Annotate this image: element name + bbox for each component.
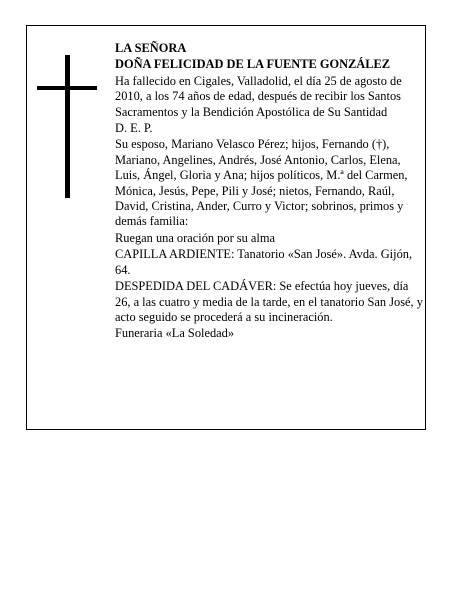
obituary-notice	[26, 25, 426, 430]
cross-vertical-bar	[65, 55, 70, 198]
deceased-name: DOÑA FELICIDAD DE LA FUENTE GONZÁLEZ	[115, 57, 391, 72]
family-list: Su esposo, Mariano Velasco Pérez; hijos, Fernando (†), Mariano, Angelines, Andrés, José Antonio, Carlos, Elena, Luis, Ángel, Gloria y Ana; hijos políticos, M.ª del Carmen, Mónica, Jesús, Pepe, Pili y José; nietos, Fernando, Raúl, David, Cristina, Ander, Curro y Victor; sobrinos, primos y demás familia:	[115, 137, 408, 229]
death-info: Ha fallecido en Cigales, Valladolid, el día 25 de agosto de 2010, a los 74 años de edad, después de recibir los Santos Sacramentos y la Bendición Apostólica de Su Santidad	[115, 73, 402, 119]
notice-text	[115, 41, 425, 343]
dep-abbreviation: D. E. P.	[115, 121, 153, 136]
funeral-home: Funeraria «La Soledad»	[115, 326, 235, 341]
notice-heading: LA SEÑORA	[115, 41, 187, 55]
chapel-info: CAPILLA ARDIENTE: Tanatorio «San José». Avda. Gijón, 64.	[115, 247, 413, 277]
prayer-request: Ruegan una oración por su alma	[115, 230, 275, 245]
latin-cross-icon	[37, 55, 97, 198]
farewell-info: DESPEDIDA DEL CADÁVER: Se efectúa hoy jueves, día 26, a las cuatro y media de la tarde, en el tanatorio San José, y acto seguido se procederá a su incineración.	[115, 279, 423, 324]
cross-horizontal-bar	[37, 86, 97, 90]
